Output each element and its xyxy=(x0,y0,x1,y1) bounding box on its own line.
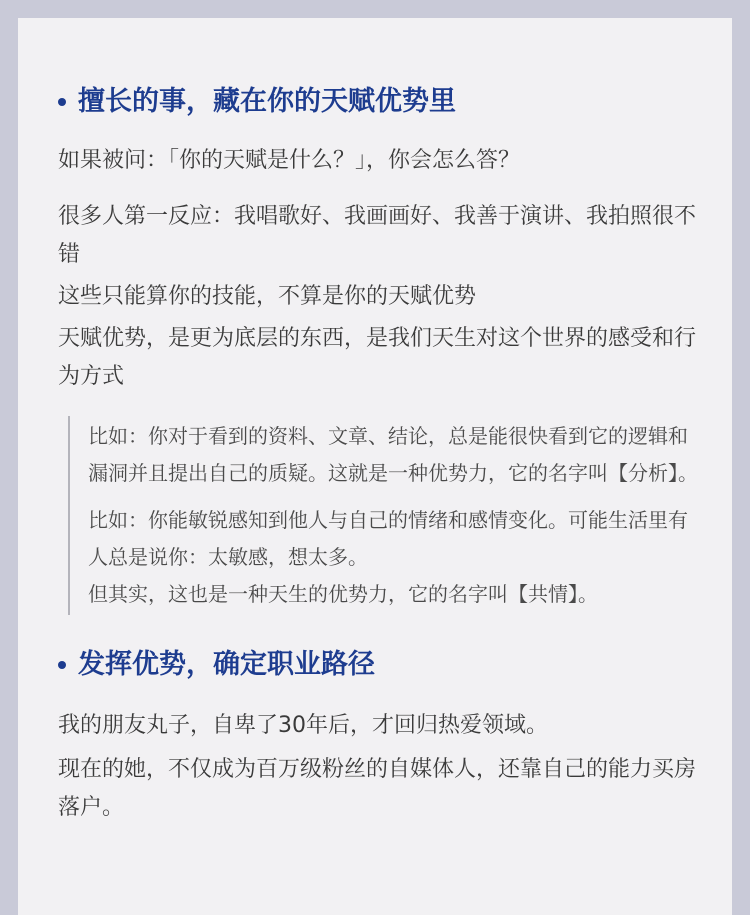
quote-example-analysis: 比如：你对于看到的资料、文章、结论，总是能很快看到它的逻辑和漏洞并且提出自己的质疑。这就是一种优势力，它的名字叫【分析】。 xyxy=(88,424,698,485)
paragraph-friend-success: 现在的她，不仅成为百万级粉丝的自媒体人，还靠自己的能力买房落户。 xyxy=(58,757,697,820)
paragraph-first-reaction: 很多人第一反应：我唱歌好、我画画好、我善于演讲、我拍照很不错 xyxy=(58,204,697,267)
article-card xyxy=(18,18,732,915)
bullet-dot-icon xyxy=(58,661,66,669)
paragraph-question: 如果被问：「你的天赋是什么？」，你会怎么答？ xyxy=(58,148,521,173)
section-heading-career xyxy=(58,645,702,685)
section-heading-text: 发挥优势，确定职业路径 xyxy=(78,649,375,680)
section-heading-talent xyxy=(58,82,702,122)
example-quote-block xyxy=(68,416,702,615)
paragraph-friend-story: 我的朋友丸子，自卑了30年后，才回归热爱领域。 xyxy=(58,713,548,738)
quote-example-empathy: 比如：你能敏锐感知到他人与自己的情绪和感情变化。可能生活里有人总是说你：太敏感，想太多。 xyxy=(88,508,688,569)
paragraph-skills-not-talent: 这些只能算你的技能，不算是你的天赋优势 xyxy=(58,284,477,309)
bullet-dot-icon xyxy=(58,98,66,106)
section-heading-text: 擅长的事，藏在你的天赋优势里 xyxy=(78,86,456,117)
quote-example-empathy-conclusion: 但其实，这也是一种天生的优势力，它的名字叫【共情】。 xyxy=(88,582,598,606)
paragraph-talent-definition: 天赋优势，是更为底层的东西，是我们天生对这个世界的感受和行为方式 xyxy=(58,326,697,389)
